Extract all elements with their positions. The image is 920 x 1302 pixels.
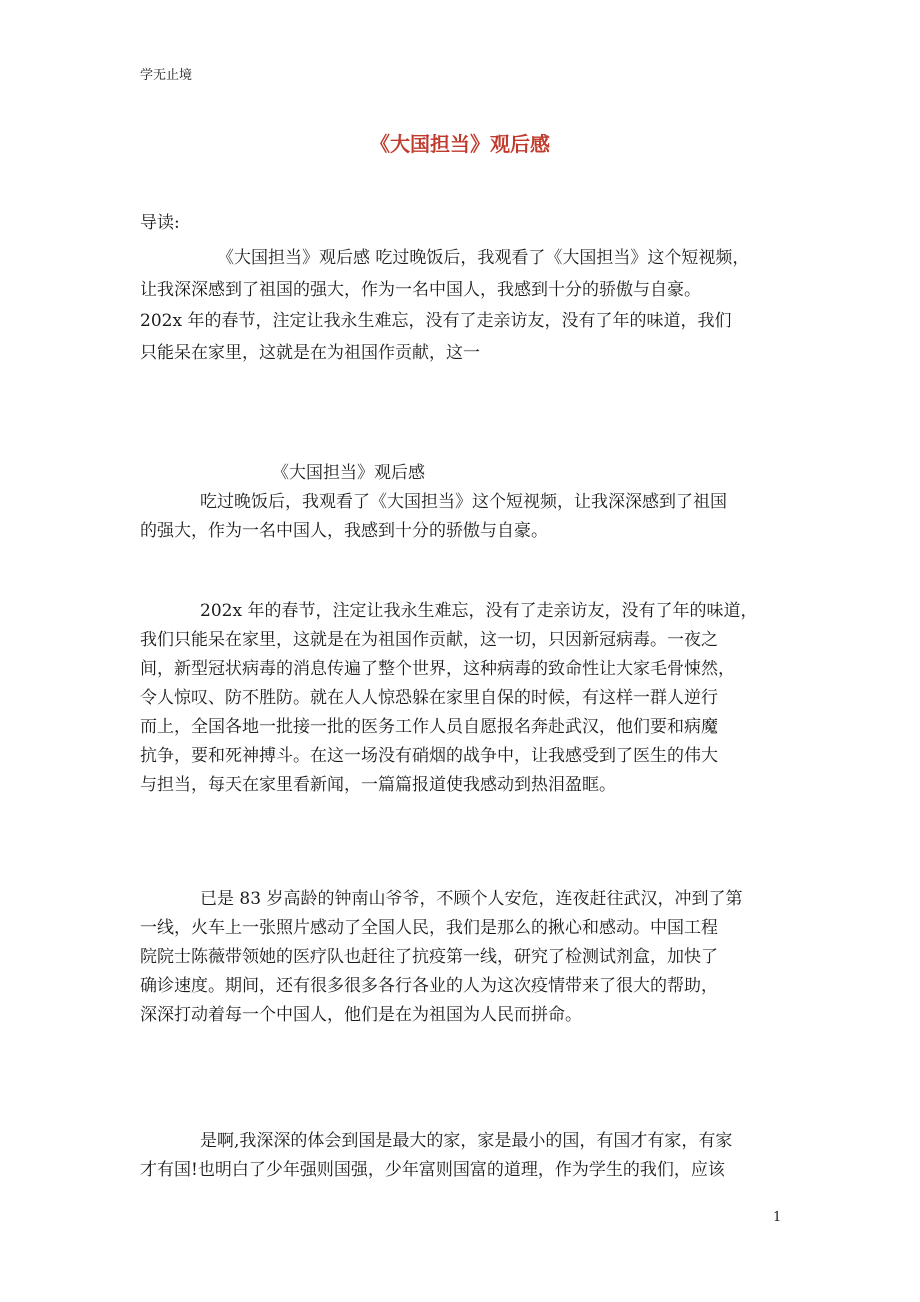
page-header: 学无止境 [140,68,193,83]
paragraph [140,488,785,546]
paragraph-line: 一线，火车上一张照片感动了全国人民，我们是那么的揪心和感动。中国工程 [140,918,718,938]
intro-line: 《大国担当》观后感 吃过晚饭后，我观看了《大国担当》这个短视频， [217,248,750,268]
paragraph-line: 202x 年的春节，注定让我永生难忘，没有了走亲访友，没有了年的味道， [200,601,758,621]
paragraph-line: 确诊速度。期间，还有很多很多各行各业的人为这次疫情带来了很大的帮助， [140,976,718,996]
paragraph-line: 院院士陈薇带领她的医疗队也赶往了抗疫第一线，研究了检测试剂盒，加快了 [140,947,718,967]
intro-line: 202x 年的春节，注定让我永生难忘，没有了走亲访友，没有了年的味道，我们 [140,311,732,331]
intro-line: 只能呆在家里，这就是在为祖国作贡献，这一 [140,342,480,363]
paragraph [140,1127,785,1185]
paragraph-line: 才有国!也明白了少年强则国强，少年富则国富的道理，作为学生的我们，应该 [140,1160,725,1180]
document-title: 《大国担当》观后感 [370,132,550,156]
paragraph-line: 我们只能呆在家里，这就是在为祖国作贡献，这一切，只因新冠病毒。一夜之 [140,630,718,650]
paragraph-line: 与担当，每天在家里看新闻，一篇篇报道使我感动到热泪盈眶。 [140,775,616,795]
body-title: 《大国担当》观后感 [272,463,425,483]
paragraph-line: 间，新型冠状病毒的消息传遍了整个世界，这种病毒的致命性让大家毛骨悚然， [140,659,735,679]
page-number: 1 [773,1210,782,1225]
paragraph-line: 抗争，要和死神搏斗。在这一场没有硝烟的战争中，让我感受到了医生的伟大 [140,746,718,766]
intro-line: 让我深深感到了祖国的强大，作为一名中国人，我感到十分的骄傲与自豪。 [140,279,701,300]
paragraph-line: 是啊,我深深的体会到国是最大的家，家是最小的国，有国才有家，有家 [200,1131,733,1151]
paragraph [140,597,785,800]
paragraph-line: 深深打动着每一个中国人，他们是在为祖国为人民而拼命。 [140,1005,582,1025]
intro-label: 导读: [140,213,180,233]
paragraph-line: 而上，全国各地一批接一批的医务工作人员自愿报名奔赴武汉，他们要和病魔 [140,717,718,737]
paragraph-line: 的强大，作为一名中国人，我感到十分的骄傲与自豪。 [140,521,548,541]
intro-block [140,243,785,369]
paragraph-line: 吃过晚饭后，我观看了《大国担当》这个短视频，让我深深感到了祖国 [200,492,727,512]
paragraph [140,885,785,1030]
paragraph-line: 令人惊叹、防不胜防。就在人人惊恐躲在家里自保的时候，有这样一群人逆行 [140,688,718,708]
paragraph-line: 已是 83 岁高龄的钟南山爷爷，不顾个人安危，连夜赶往武汉，冲到了第 [200,889,743,909]
